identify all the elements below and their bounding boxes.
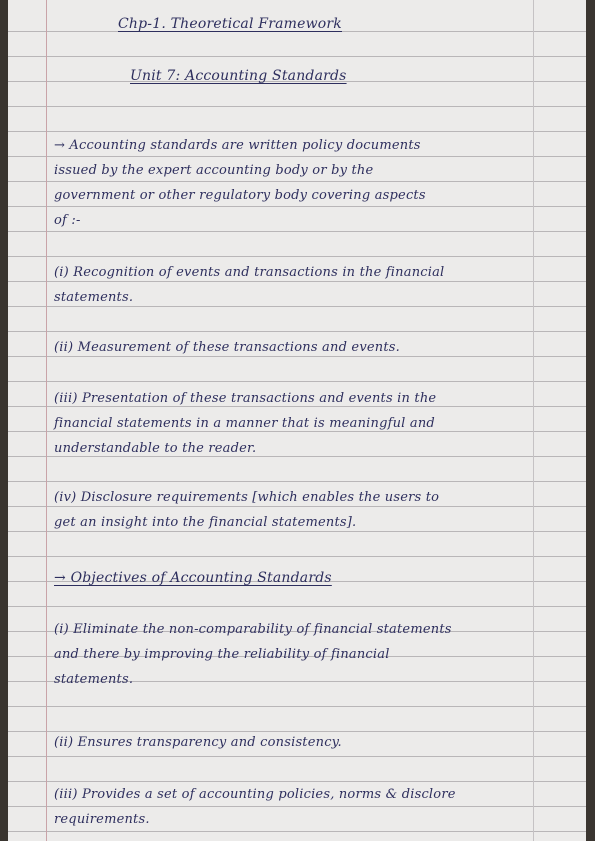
- intro-line: of :-: [54, 213, 81, 228]
- chapter-title: Chp-1. Theoretical Framework: [118, 16, 342, 32]
- objective-eliminate: [54, 617, 554, 692]
- aspect-line: (iii) Presentation of these transactions and events in the: [54, 391, 437, 406]
- objective-line: (iii) Provides a set of accounting policies, norms & disclore: [54, 787, 456, 802]
- aspect-line: (i) Recognition of events and transactions in the financial: [54, 265, 445, 280]
- objective-line: (ii) Ensures transparency and consistency.: [54, 735, 342, 750]
- objectives-heading-text: → Objectives of Accounting Standards: [54, 570, 332, 586]
- intro-paragraph: [54, 133, 554, 233]
- objective-line: requirements.: [54, 812, 150, 827]
- aspect-line: get an insight into the financial statements].: [54, 515, 357, 530]
- aspect-line: statements.: [54, 290, 134, 305]
- aspect-disclosure: [54, 485, 554, 535]
- margin-line: [46, 0, 47, 841]
- intro-line: issued by the expert accounting body or by the: [54, 163, 374, 178]
- aspect-recognition: [54, 260, 554, 310]
- aspect-line: understandable to the reader.: [54, 441, 257, 456]
- unit-title: Unit 7: Accounting Standards: [130, 68, 347, 84]
- objectives-heading: [54, 566, 554, 591]
- aspect-presentation: [54, 386, 554, 461]
- objective-line: (i) Eliminate the non-comparability of financial statements: [54, 622, 452, 637]
- objective-line: and there by improving the reliability of financial: [54, 647, 390, 662]
- objective-ensures: [54, 730, 554, 755]
- aspect-line: (ii) Measurement of these transactions and events.: [54, 340, 400, 355]
- aspect-measurement: [54, 335, 554, 360]
- intro-line: → Accounting standards are written policy documents: [54, 138, 421, 153]
- aspect-line: financial statements in a manner that is meaningful and: [54, 416, 435, 431]
- notebook-page: [8, 0, 586, 841]
- intro-line: government or other regulatory body covering aspects: [54, 188, 426, 203]
- objective-provides: [54, 782, 554, 832]
- aspect-line: (iv) Disclosure requirements [which enables the users to: [54, 490, 440, 505]
- objective-line: statements.: [54, 672, 134, 687]
